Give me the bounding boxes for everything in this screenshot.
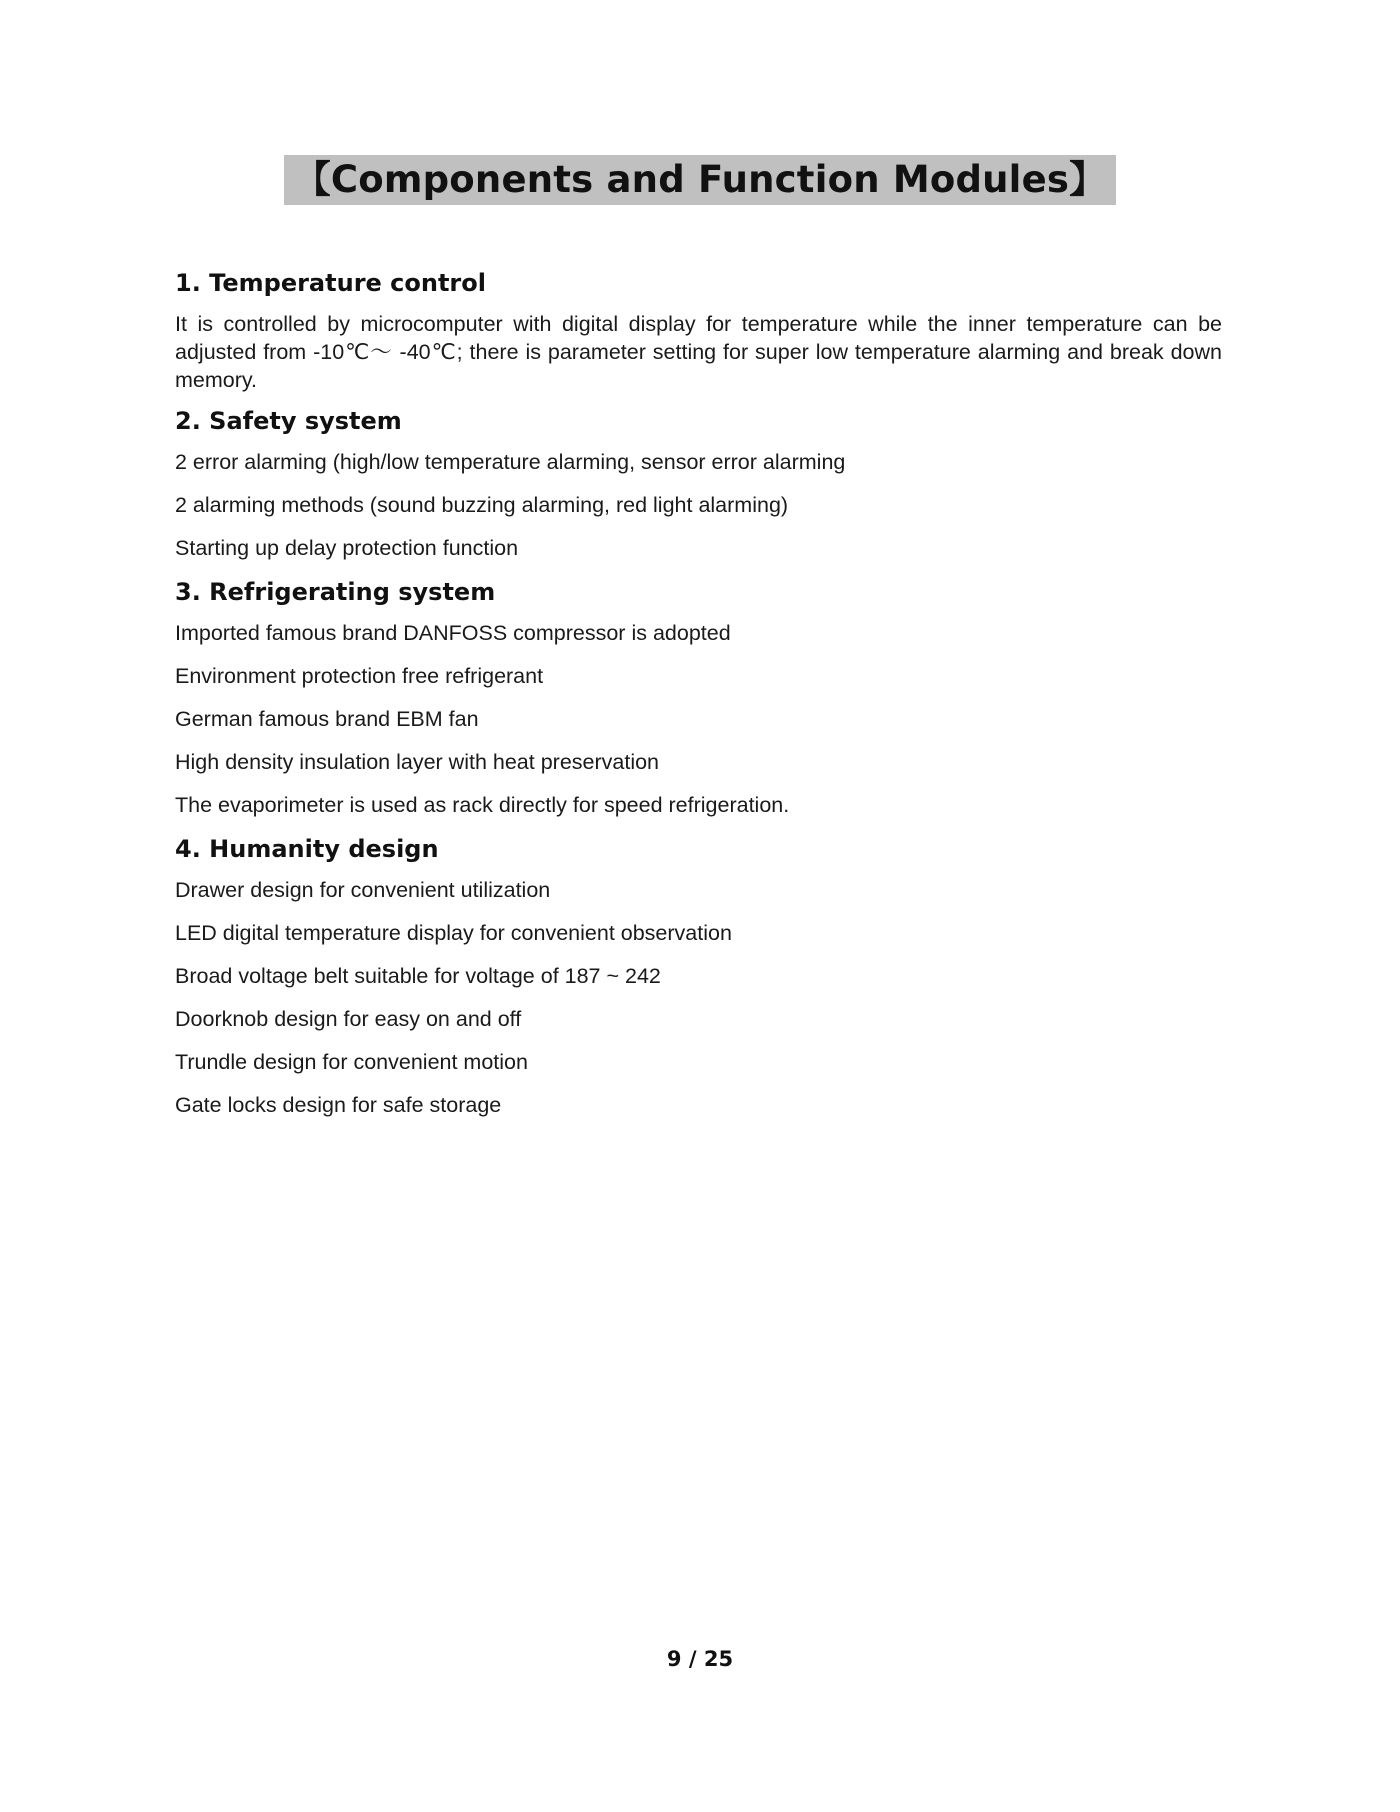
section-heading: 4. Humanity design bbox=[175, 835, 439, 863]
page-number: 9 / 25 bbox=[666, 1647, 734, 1671]
list-item: Drawer design for convenient utilization bbox=[175, 878, 551, 902]
document-body bbox=[175, 268, 1222, 1134]
list-item: Imported famous brand DANFOSS compressor is adopted bbox=[175, 621, 731, 645]
list-item: German famous brand EBM fan bbox=[175, 707, 479, 731]
page-title: 【Components and Function Modules】 bbox=[284, 155, 1117, 205]
list-item: Broad voltage belt suitable for voltage of 187 ~ 242 bbox=[175, 964, 661, 988]
title-container bbox=[0, 155, 1400, 205]
list-item: Environment protection free refrigerant bbox=[175, 664, 544, 688]
list-item: LED digital temperature display for convenient observation bbox=[175, 921, 732, 945]
section-temperature-control bbox=[175, 268, 1222, 394]
list-item: High density insulation layer with heat preservation bbox=[175, 750, 660, 774]
section-heading: 3. Refrigerating system bbox=[175, 578, 496, 606]
list-item: 2 error alarming (high/low temperature alarming, sensor error alarming bbox=[175, 450, 846, 474]
list-item: Starting up delay protection function bbox=[175, 536, 519, 560]
list-item: Gate locks design for safe storage bbox=[175, 1093, 502, 1117]
section-humanity-design bbox=[175, 834, 1222, 1119]
section-paragraph: It is controlled by microcomputer with digital display for temperature while the inner temperature can be adjusted from -10℃～ -40℃; there is parameter setting for super low temperature alarming and break down memory. bbox=[175, 312, 1222, 392]
list-item: The evaporimeter is used as rack directly for speed refrigeration. bbox=[175, 793, 790, 817]
section-refrigerating-system bbox=[175, 577, 1222, 819]
section-heading: 1. Temperature control bbox=[175, 269, 486, 297]
list-item: 2 alarming methods (sound buzzing alarming, red light alarming) bbox=[175, 493, 789, 517]
section-heading: 2. Safety system bbox=[175, 407, 402, 435]
list-item: Trundle design for convenient motion bbox=[175, 1050, 528, 1074]
list-item: Doorknob design for easy on and off bbox=[175, 1007, 522, 1031]
section-safety-system bbox=[175, 406, 1222, 562]
